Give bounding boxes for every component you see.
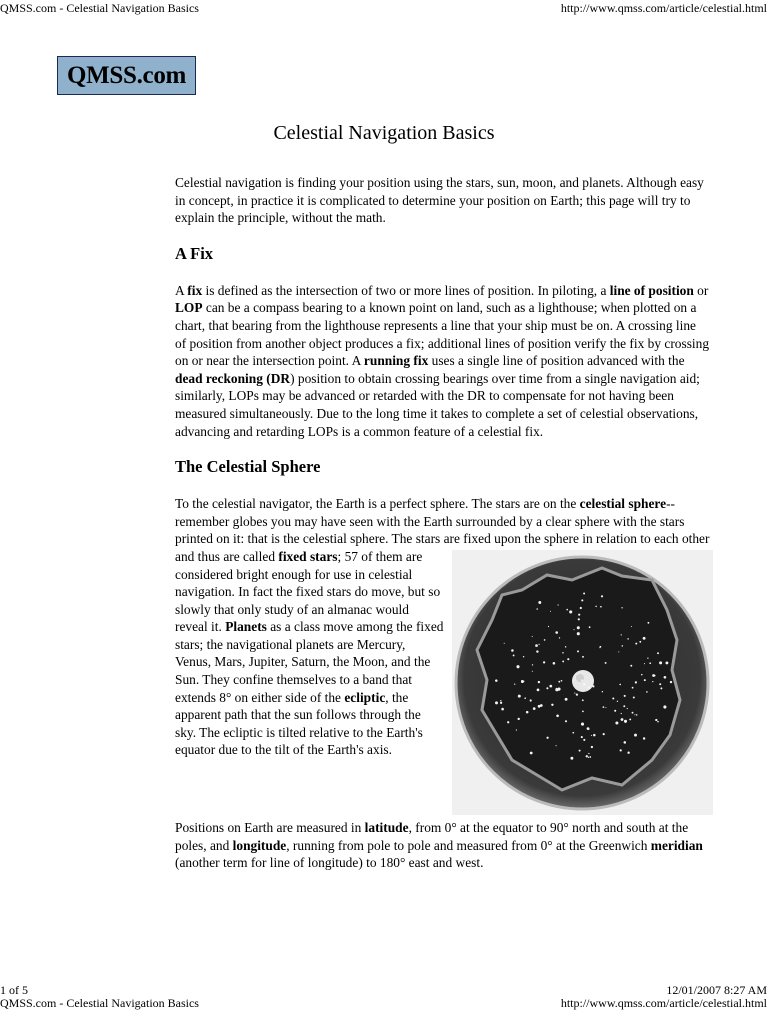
qmss-logo[interactable] [57, 56, 196, 95]
header-url[interactable]: http://www.qmss.com/article/celestial.html [560, 1, 767, 15]
footer-page-title: QMSS.com - Celestial Navigation Basics [0, 996, 199, 1010]
positions-paragraph: Positions on Earth are measured in latitude, from 0° at the equator to 90° north and south at the poles, and longitude, running from pole to pole and measured from 0° at the Greenwich meridian (another term for line of longitude) to 180° east and west. [175, 819, 703, 871]
footer-datetime: 12/01/2007 8:27 AM [666, 983, 767, 997]
article-body [175, 174, 710, 889]
header-page-title: QMSS.com - Celestial Navigation Basics [0, 1, 199, 15]
footer-url[interactable]: http://www.qmss.com/article/celestial.html [560, 996, 767, 1010]
footer-page-count: 1 of 5 [0, 983, 28, 997]
celestial-sphere-heading: The Celestial Sphere [175, 457, 321, 477]
logo-text: QMSS.com [66, 61, 187, 89]
celestial-sphere-image [452, 550, 713, 815]
fix-heading: A Fix [175, 243, 214, 263]
intro-paragraph: Celestial navigation is finding your position using the stars, sun, moon, and planets. Although easy in concept, in practice it is complicated to determine your position on Earth; this page will try to explain the principle, without the math. [175, 175, 704, 226]
article-title: Celestial Navigation Basics [273, 122, 495, 144]
celestial-sphere-paragraph: To the celestial navigator, the Earth is a perfect sphere. The stars are on the celestial sphere-- remember globes you may have seen with the Earth surrounded by a clear sphere with the stars printed on it: that is the celestial sphere. The stars are fixed upon the sphere in relation to each other and thus are called fixed stars; 57 of them are considered bright enough for use in celestial navigation. In fact the fixed stars do move, but so slowly that only study of an almanac would reveal it. Planets as a class move among the fixed stars; the navigational planets are Mercury, Venus, Mars, Jupiter, Saturn, the Moon, and the Sun. They confine themselves to a band that extends 8° on either side of the ecliptic, the apparent path that the sun follows through the sky. The ecliptic is tilted relative to the Earth's equator due to the tilt of the Earth's axis. [175, 495, 710, 759]
fix-paragraph: A fix is defined as the intersection of two or more lines of position. In piloting, a line of position or LOP can be a compass bearing to a known point on land, such as a lighthouse; when plotted on a chart, that bearing from the lighthouse represents a line that your ship must be on. A crossing line of position from another object produces a fix; additional lines of position verify the fix by crossing on or near the intersection point. A running fix uses a single line of position advanced with the dead reckoning (DR) position to obtain crossing bearings over time from a single navigation aid; similarly, LOPs may be advanced or retarded with the DR to compensate for not having been measured simultaneously. Due to the long time it takes to complete a set of celestial observations, advancing and retarding LOPs is a common feature of a celestial fix. [175, 282, 710, 439]
